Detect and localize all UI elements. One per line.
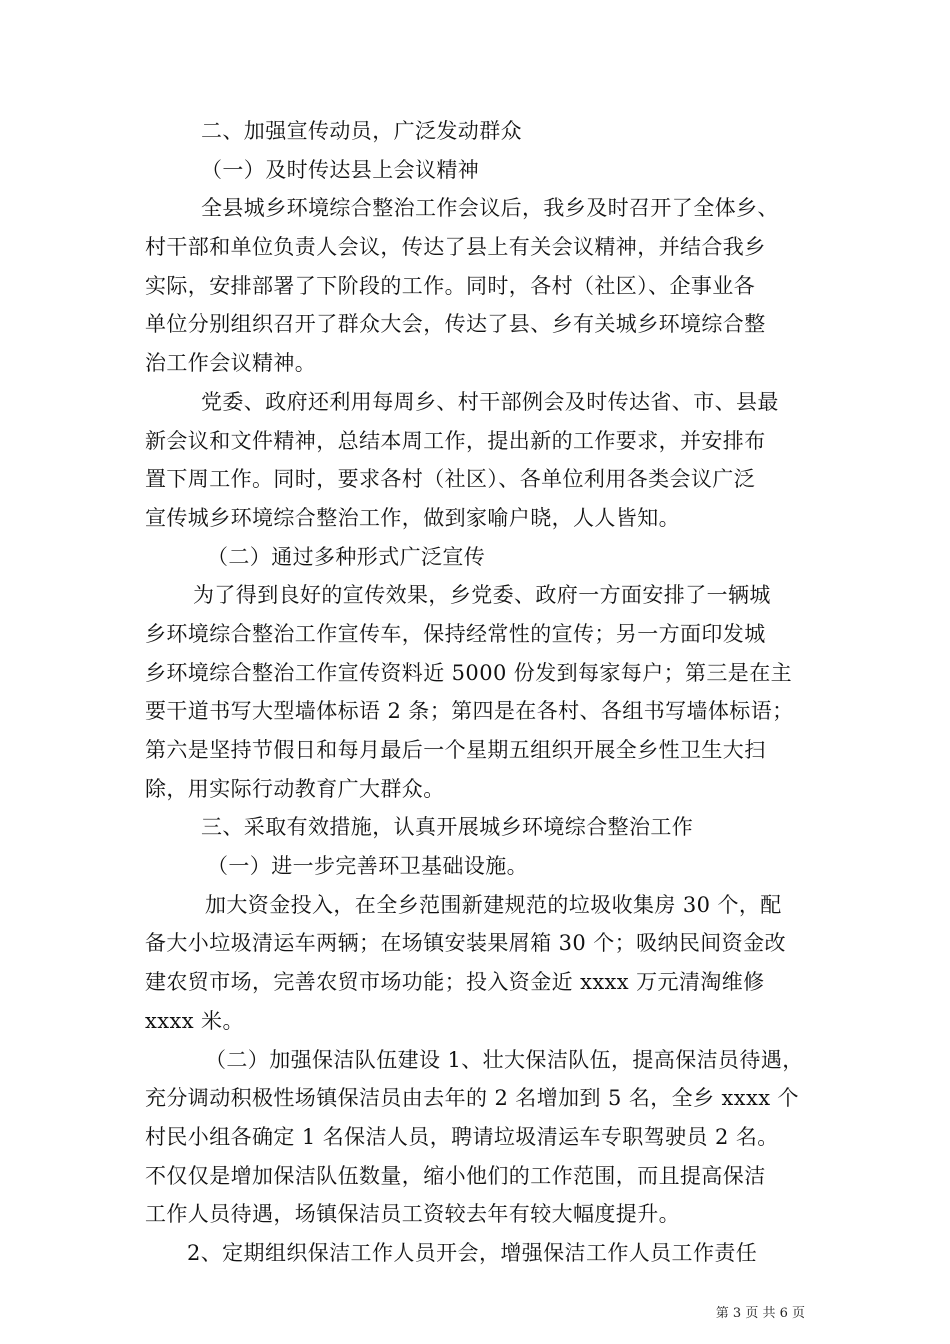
paragraph-line: 治工作会议精神。	[145, 351, 317, 376]
paragraph-line: 乡环境综合整治工作宣传资料近 5000 份发到每家每户；第三是在主	[145, 660, 792, 685]
paragraph-line: 除，用实际行动教育广大群众。	[145, 776, 445, 801]
paragraph-line: 新会议和文件精神，总结本周工作，提出新的工作要求，并安排布	[145, 428, 766, 453]
page-number: 第 3 页 共 6 页	[715, 1306, 805, 1321]
paragraph-line: 加大资金投入，在全乡范围新建规范的垃圾收集房 30 个，配	[205, 892, 782, 917]
paragraph-line: 实际，安排部署了下阶段的工作。同时，各村（社区）、企事业各	[145, 273, 756, 298]
paragraph-line: xxxx 米。	[145, 1008, 244, 1033]
section-heading: 二、加强宣传动员，广泛发动群众	[201, 119, 522, 143]
paragraph-line: 乡环境综合整治工作宣传车，保持经常性的宣传；另一方面印发城	[145, 621, 766, 646]
paragraph-line: 备大小垃圾清运车两辆；在场镇安装果屑箱 30 个；吸纳民间资金改	[145, 931, 786, 956]
section-heading: 三、采取有效措施，认真开展城乡环境综合整治工作	[201, 815, 694, 840]
paragraph-line: 村民小组各确定 1 名保洁人员，聘请垃圾清运车专职驾驶员 2 名。	[145, 1124, 779, 1149]
paragraph-line: 充分调动积极性场镇保洁员由去年的 2 名增加到 5 名，全乡 xxxx 个	[145, 1086, 799, 1111]
subsection-heading: （二）加强保洁队伍建设 1、壮大保洁队伍，提高保洁员待遇，	[205, 1047, 804, 1072]
paragraph-line: 单位分别组织召开了群众大会，传达了县、乡有关城乡环境综合整	[145, 312, 766, 337]
subsection-heading: （二）通过多种形式广泛宣传	[207, 544, 486, 569]
paragraph-line: 2、定期组织保洁工作人员开会，增强保洁工作人员工作责任	[187, 1240, 758, 1265]
paragraph-line: 第六是坚持节假日和每月最后一个星期五组织开展全乡性卫生大扫	[145, 738, 766, 762]
subsection-heading: （一）进一步完善环卫基础设施。	[207, 854, 528, 879]
paragraph-line: 不仅仅是增加保洁队伍数量，缩小他们的工作范围，而且提高保洁	[145, 1163, 766, 1188]
subsection-heading: （一）及时传达县上会议精神	[201, 157, 480, 182]
paragraph-line: 工作人员待遇，场镇保洁员工资较去年有较大幅度提升。	[145, 1202, 680, 1227]
paragraph-line: 村干部和单位负责人会议，传达了县上有关会议精神，并结合我乡	[145, 235, 766, 260]
paragraph-line: 要干道书写大型墙体标语 2 条；第四是在各村、各组书写墙体标语；	[145, 699, 794, 724]
paragraph-line: 宣传城乡环境综合整治工作，做到家喻户晓，人人皆知。	[145, 505, 680, 530]
paragraph-line: 为了得到良好的宣传效果，乡党委、政府一方面安排了一辆城	[193, 583, 771, 608]
paragraph-line: 党委、政府还利用每周乡、村干部例会及时传达省、市、县最	[201, 389, 779, 414]
paragraph-line: 建农贸市场，完善农贸市场功能；投入资金近 xxxx 万元清淘维修	[145, 970, 765, 995]
paragraph-line: 置下周工作。同时，要求各村（社区）、各单位利用各类会议广泛	[145, 467, 756, 492]
paragraph-line: 全县城乡环境综合整治工作会议后，我乡及时召开了全体乡、	[201, 196, 779, 221]
document-body	[145, 112, 810, 1273]
